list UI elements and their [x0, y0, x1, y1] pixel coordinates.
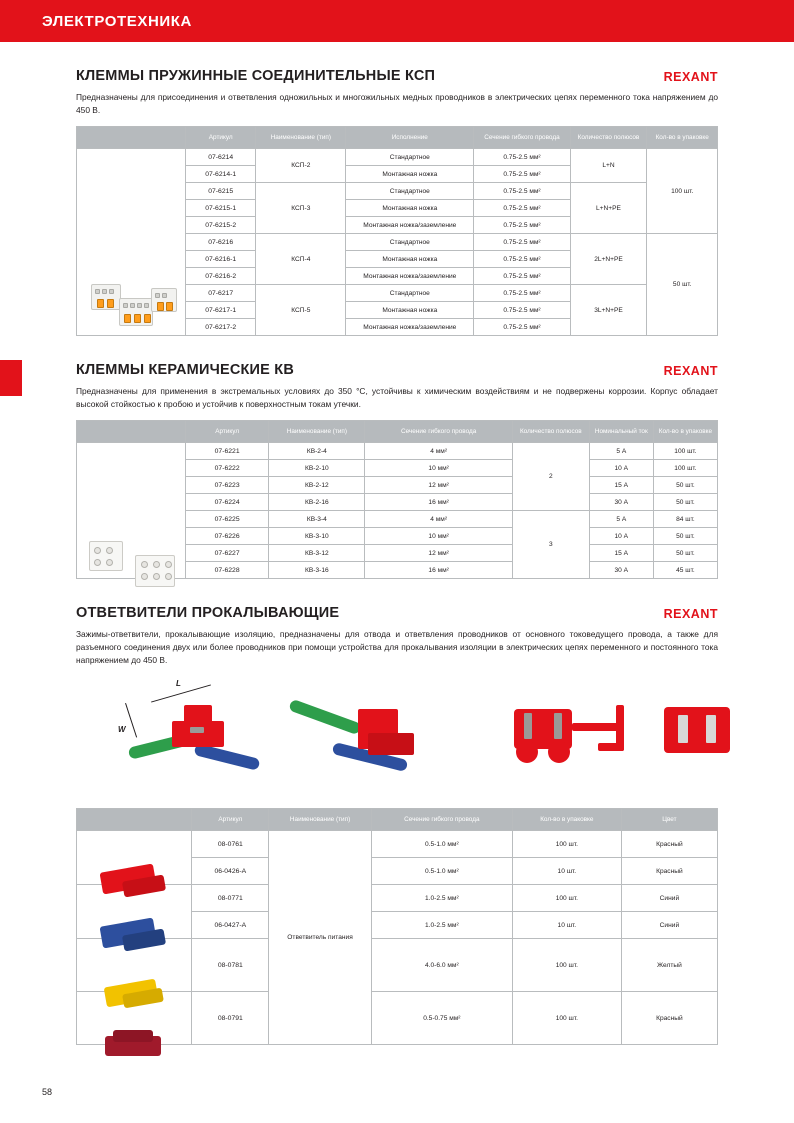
ksp-block-1: [91, 284, 121, 310]
cell-section: 16 мм²: [365, 562, 512, 579]
cell-section: 4 мм²: [365, 443, 512, 460]
cell-name: КСП-3: [256, 183, 346, 234]
cell-name: КВ-3-4: [269, 511, 365, 528]
cell-article: 07-6217-2: [185, 319, 256, 336]
section-ksp-title: КЛЕММЫ ПРУЖИННЫЕ СОЕДИНИТЕЛЬНЫЕ КСП: [76, 68, 436, 84]
kv-hole: [141, 573, 148, 580]
cell-pack: 50 шт.: [647, 234, 718, 336]
cell-section: 1.0-2.5 мм²: [371, 912, 512, 939]
kv-hole: [141, 561, 148, 568]
cell-pack: 50 шт.: [653, 528, 717, 545]
cell-section: 1.0-2.5 мм²: [371, 885, 512, 912]
ksp-hole: [109, 289, 114, 294]
cell-article: 07-6228: [185, 562, 268, 579]
cell-pack: 50 шт.: [653, 494, 717, 511]
wire-green-2: [288, 699, 362, 736]
table-kv: [76, 420, 718, 579]
th-section: Сечение гибкого провода: [365, 421, 512, 443]
cell-color: Синий: [621, 912, 717, 939]
cell-article: 07-6216-1: [185, 251, 256, 268]
th-color: Цвет: [621, 809, 717, 831]
section-kv-header: [76, 362, 718, 378]
connector-body-1b: [172, 721, 224, 747]
cell-execution: Стандартное: [346, 183, 474, 200]
table-row: [77, 939, 718, 992]
piercing-illustration: [76, 681, 718, 799]
cell-name: КВ-3-10: [269, 528, 365, 545]
cell-article: 07-6225: [185, 511, 268, 528]
ksp-hole: [162, 293, 167, 298]
table-row: [77, 831, 718, 858]
dimension-label-w: W: [118, 725, 126, 735]
cell-name: КВ-3-16: [269, 562, 365, 579]
section-kv-description: Предназначены для применения в экстремальных условиях до 350 °С, устойчивы к химическим воздействиям и не подвержены коррозии. Корпус обладает высокой стойкостью к пробою и устойчив к поверхностным токам утечки.: [76, 386, 718, 410]
table-ksp-header-row: [77, 127, 718, 149]
brand-logo-piercing: REXANT: [663, 607, 718, 622]
cell-pack: 50 шт.: [653, 477, 717, 494]
ksp-lever: [134, 314, 141, 323]
cell-article: 06-0427-A: [192, 912, 269, 939]
cell-article: 07-6214-1: [185, 166, 256, 183]
th-current: Номинальный ток: [589, 421, 653, 443]
product-image-red-1: [77, 831, 192, 885]
brand-logo-ksp: REXANT: [663, 70, 718, 84]
product-image-kv: [77, 443, 186, 579]
cell-name: КСП-5: [256, 285, 346, 336]
ksp-holes-3: [155, 293, 167, 298]
cell-name-merged: Ответвитель питания: [269, 831, 372, 1045]
cell-name: КВ-3-12: [269, 545, 365, 562]
cell-execution: Монтажная ножка/заземление: [346, 217, 474, 234]
kv-hole: [94, 547, 101, 554]
cell-article: 07-6215-1: [185, 200, 256, 217]
cell-pack: 100 шт.: [647, 149, 718, 234]
th-pack: Кол-во в упаковке: [512, 809, 621, 831]
cell-article: 08-0771: [192, 885, 269, 912]
cell-article: 08-0791: [192, 992, 269, 1045]
cell-name: КВ-2-10: [269, 460, 365, 477]
cell-section: 0.75-2.5 мм²: [474, 200, 570, 217]
ksp-lever: [107, 299, 114, 308]
cell-article: 07-6222: [185, 460, 268, 477]
section-piercing-title: ОТВЕТВИТЕЛИ ПРОКАЛЫВАЮЩИЕ: [76, 605, 340, 622]
kv-hole: [165, 561, 172, 568]
th-article: Артикул: [185, 127, 256, 149]
cell-color: Красный: [621, 992, 717, 1045]
table-ksp: [76, 126, 718, 336]
connector-pin-3a: [524, 713, 532, 739]
cell-section: 0.5-1.0 мм²: [371, 858, 512, 885]
cell-article: 07-6215-2: [185, 217, 256, 234]
cell-current: 15 А: [589, 545, 653, 562]
th-name: Наименование (тип): [256, 127, 346, 149]
section-kv: [76, 362, 718, 579]
section-kv-title: КЛЕММЫ КЕРАМИЧЕСКИЕ КВ: [76, 362, 294, 379]
cell-section: 0.75-2.5 мм²: [474, 251, 570, 268]
connector-body-2b: [368, 733, 414, 755]
table-piercing-header-row: [77, 809, 718, 831]
cell-current: 10 А: [589, 460, 653, 477]
th-image: [77, 127, 186, 149]
cell-section: 12 мм²: [365, 545, 512, 562]
dimension-line-w: [125, 703, 137, 738]
cell-current: 5 А: [589, 443, 653, 460]
kv-hole: [106, 547, 113, 554]
th-section: Сечение гибкого провода: [474, 127, 570, 149]
cell-current: 15 А: [589, 477, 653, 494]
cell-section: 4 мм²: [365, 511, 512, 528]
cell-article: 07-6214: [185, 149, 256, 166]
ksp-lever: [157, 302, 164, 311]
cell-poles: L+N: [570, 149, 647, 183]
connector-body-4: [664, 707, 730, 753]
section-piercing-description: Зажимы-ответвители, прокалывающие изоляцию, предназначены для отвода и ответвления проводников от основного токоведущего провода, а также для разъемного соединения двух или более проводников при помощи устройства для прокалывания изоляции в электрических цепях переменного и постоянного тока напряжением до 450 В.: [76, 629, 718, 666]
th-poles: Количество полюсов: [512, 421, 589, 443]
cell-pack: 50 шт.: [653, 545, 717, 562]
cell-article: 07-6221: [185, 443, 268, 460]
cell-article: 08-0761: [192, 831, 269, 858]
cell-article: 07-6215: [185, 183, 256, 200]
cell-pack: 10 шт.: [512, 858, 621, 885]
table-row: [77, 149, 718, 166]
cell-pack: 45 шт.: [653, 562, 717, 579]
cell-section: 0.75-2.5 мм²: [474, 285, 570, 302]
side-tab-marker: [0, 360, 22, 396]
th-image: [77, 809, 192, 831]
wire-blue-1: [194, 743, 261, 771]
cell-current: 5 А: [589, 511, 653, 528]
cell-name: КВ-2-12: [269, 477, 365, 494]
th-name: Наименование (тип): [269, 421, 365, 443]
connector-lobe-3b: [548, 741, 570, 763]
ksp-block-3: [151, 288, 177, 312]
th-article: Артикул: [185, 421, 268, 443]
cell-section: 10 мм²: [365, 460, 512, 477]
cell-pack: 84 шт.: [653, 511, 717, 528]
dimension-label-l: L: [176, 679, 181, 689]
cell-section: 16 мм²: [365, 494, 512, 511]
ksp-hole: [130, 303, 135, 308]
cell-article: 07-6223: [185, 477, 268, 494]
cell-poles: L+N+PE: [570, 183, 647, 234]
cell-pack: 100 шт.: [653, 460, 717, 477]
dimension-line-l: [151, 685, 211, 703]
cell-color: Синий: [621, 885, 717, 912]
cell-pack: 100 шт.: [512, 885, 621, 912]
table-row: [77, 443, 718, 460]
cell-poles: 3L+N+PE: [570, 285, 647, 336]
cell-pack: 100 шт.: [512, 992, 621, 1045]
cell-section: 0.5-0.75 мм²: [371, 992, 512, 1045]
cell-section: 0.75-2.5 мм²: [474, 302, 570, 319]
cell-pack: 100 шт.: [512, 831, 621, 858]
ksp-hole: [137, 303, 142, 308]
cell-execution: Монтажная ножка: [346, 166, 474, 183]
ksp-lever: [124, 314, 131, 323]
cell-section: 0.75-2.5 мм²: [474, 319, 570, 336]
cell-pack: 10 шт.: [512, 912, 621, 939]
cell-execution: Монтажная ножка/заземление: [346, 268, 474, 285]
cell-poles: 3: [512, 511, 589, 579]
page-title: ЭЛЕКТРОТЕХНИКА: [42, 12, 192, 30]
th-image: [77, 421, 186, 443]
cell-article: 08-0781: [192, 939, 269, 992]
page-content: [0, 68, 794, 1045]
th-name: Наименование (тип): [269, 809, 372, 831]
section-piercing: [76, 605, 718, 1045]
cell-execution: Монтажная ножка: [346, 251, 474, 268]
ksp-lever: [166, 302, 173, 311]
cell-article: 07-6217: [185, 285, 256, 302]
table-row: [77, 885, 718, 912]
cell-color: Красный: [621, 831, 717, 858]
ksp-lever: [144, 314, 151, 323]
cell-article: 07-6226: [185, 528, 268, 545]
kv-hole: [165, 573, 172, 580]
cell-name: КВ-2-16: [269, 494, 365, 511]
cell-article: 07-6227: [185, 545, 268, 562]
cell-poles: 2: [512, 443, 589, 511]
cell-pack: 100 шт.: [653, 443, 717, 460]
cell-section: 0.5-1.0 мм²: [371, 831, 512, 858]
connector-lobe-3a: [516, 741, 538, 763]
table-piercing: [76, 808, 718, 1045]
cell-color: Желтый: [621, 939, 717, 992]
cell-section: 0.75-2.5 мм²: [474, 166, 570, 183]
ksp-lever: [97, 299, 104, 308]
th-poles: Количество полюсов: [570, 127, 647, 149]
cell-name: КСП-2: [256, 149, 346, 183]
cell-section: 10 мм²: [365, 528, 512, 545]
cell-section: 4.0-6.0 мм²: [371, 939, 512, 992]
connector-pin-4b: [706, 715, 716, 743]
cell-section: 0.75-2.5 мм²: [474, 217, 570, 234]
th-execution: Исполнение: [346, 127, 474, 149]
cell-article: 07-6216-2: [185, 268, 256, 285]
kv-block-1: [89, 541, 123, 571]
connector-pin-1: [190, 727, 204, 733]
th-section: Сечение гибкого провода: [371, 809, 512, 831]
cell-execution: Стандартное: [346, 149, 474, 166]
cell-execution: Монтажная ножка: [346, 302, 474, 319]
cell-execution: Стандартное: [346, 285, 474, 302]
cell-execution: Стандартное: [346, 234, 474, 251]
th-pack: Кол-во в упаковке: [647, 127, 718, 149]
cell-article: 07-6224: [185, 494, 268, 511]
cell-article: 07-6216: [185, 234, 256, 251]
connector-pin-4a: [678, 715, 688, 743]
cell-name: КВ-2-4: [269, 443, 365, 460]
ksp-hole: [144, 303, 149, 308]
ksp-hole: [155, 293, 160, 298]
kv-hole: [106, 559, 113, 566]
ksp-block-2: [119, 298, 153, 326]
kv-block-2: [135, 555, 175, 587]
th-article: Артикул: [192, 809, 269, 831]
section-ksp: [76, 68, 718, 336]
section-ksp-description: Предназначены для присоединения и ответвления одножильных и многожильных медных проводников в электрических цепях переменного тока напряжением до 450 В.: [76, 92, 718, 116]
cell-poles: 2L+N+PE: [570, 234, 647, 285]
ksp-holes-2: [123, 303, 149, 308]
kv-hole: [153, 561, 160, 568]
kv-hole: [94, 559, 101, 566]
cell-pack: 100 шт.: [512, 939, 621, 992]
cell-execution: Монтажная ножка: [346, 200, 474, 217]
cell-execution: Монтажная ножка/заземление: [346, 319, 474, 336]
cell-current: 10 А: [589, 528, 653, 545]
cell-section: 0.75-2.5 мм²: [474, 149, 570, 166]
ksp-hole: [95, 289, 100, 294]
connector-shape: [113, 1030, 153, 1042]
cell-section: 0.75-2.5 мм²: [474, 234, 570, 251]
cell-article: 06-0426-A: [192, 858, 269, 885]
cell-article: 07-6217-1: [185, 302, 256, 319]
product-image-ksp: [77, 149, 186, 336]
ksp-hole: [123, 303, 128, 308]
cell-current: 30 А: [589, 562, 653, 579]
brand-logo-kv: REXANT: [663, 364, 718, 379]
th-pack: Кол-во в упаковке: [653, 421, 717, 443]
table-row: [77, 992, 718, 1045]
page-number: 58: [42, 1087, 53, 1097]
page-header: [0, 0, 794, 42]
table-kv-header-row: [77, 421, 718, 443]
ksp-hole: [102, 289, 107, 294]
connector-hook-3b: [598, 743, 624, 751]
ksp-holes-1: [95, 289, 114, 294]
cell-section: 12 мм²: [365, 477, 512, 494]
connector-pin-3b: [554, 713, 562, 739]
kv-hole: [153, 573, 160, 580]
section-ksp-header: [76, 68, 718, 84]
section-piercing-header: [76, 605, 718, 621]
cell-color: Красный: [621, 858, 717, 885]
cell-section: 0.75-2.5 мм²: [474, 268, 570, 285]
cell-current: 30 А: [589, 494, 653, 511]
cell-section: 0.75-2.5 мм²: [474, 183, 570, 200]
cell-name: КСП-4: [256, 234, 346, 285]
